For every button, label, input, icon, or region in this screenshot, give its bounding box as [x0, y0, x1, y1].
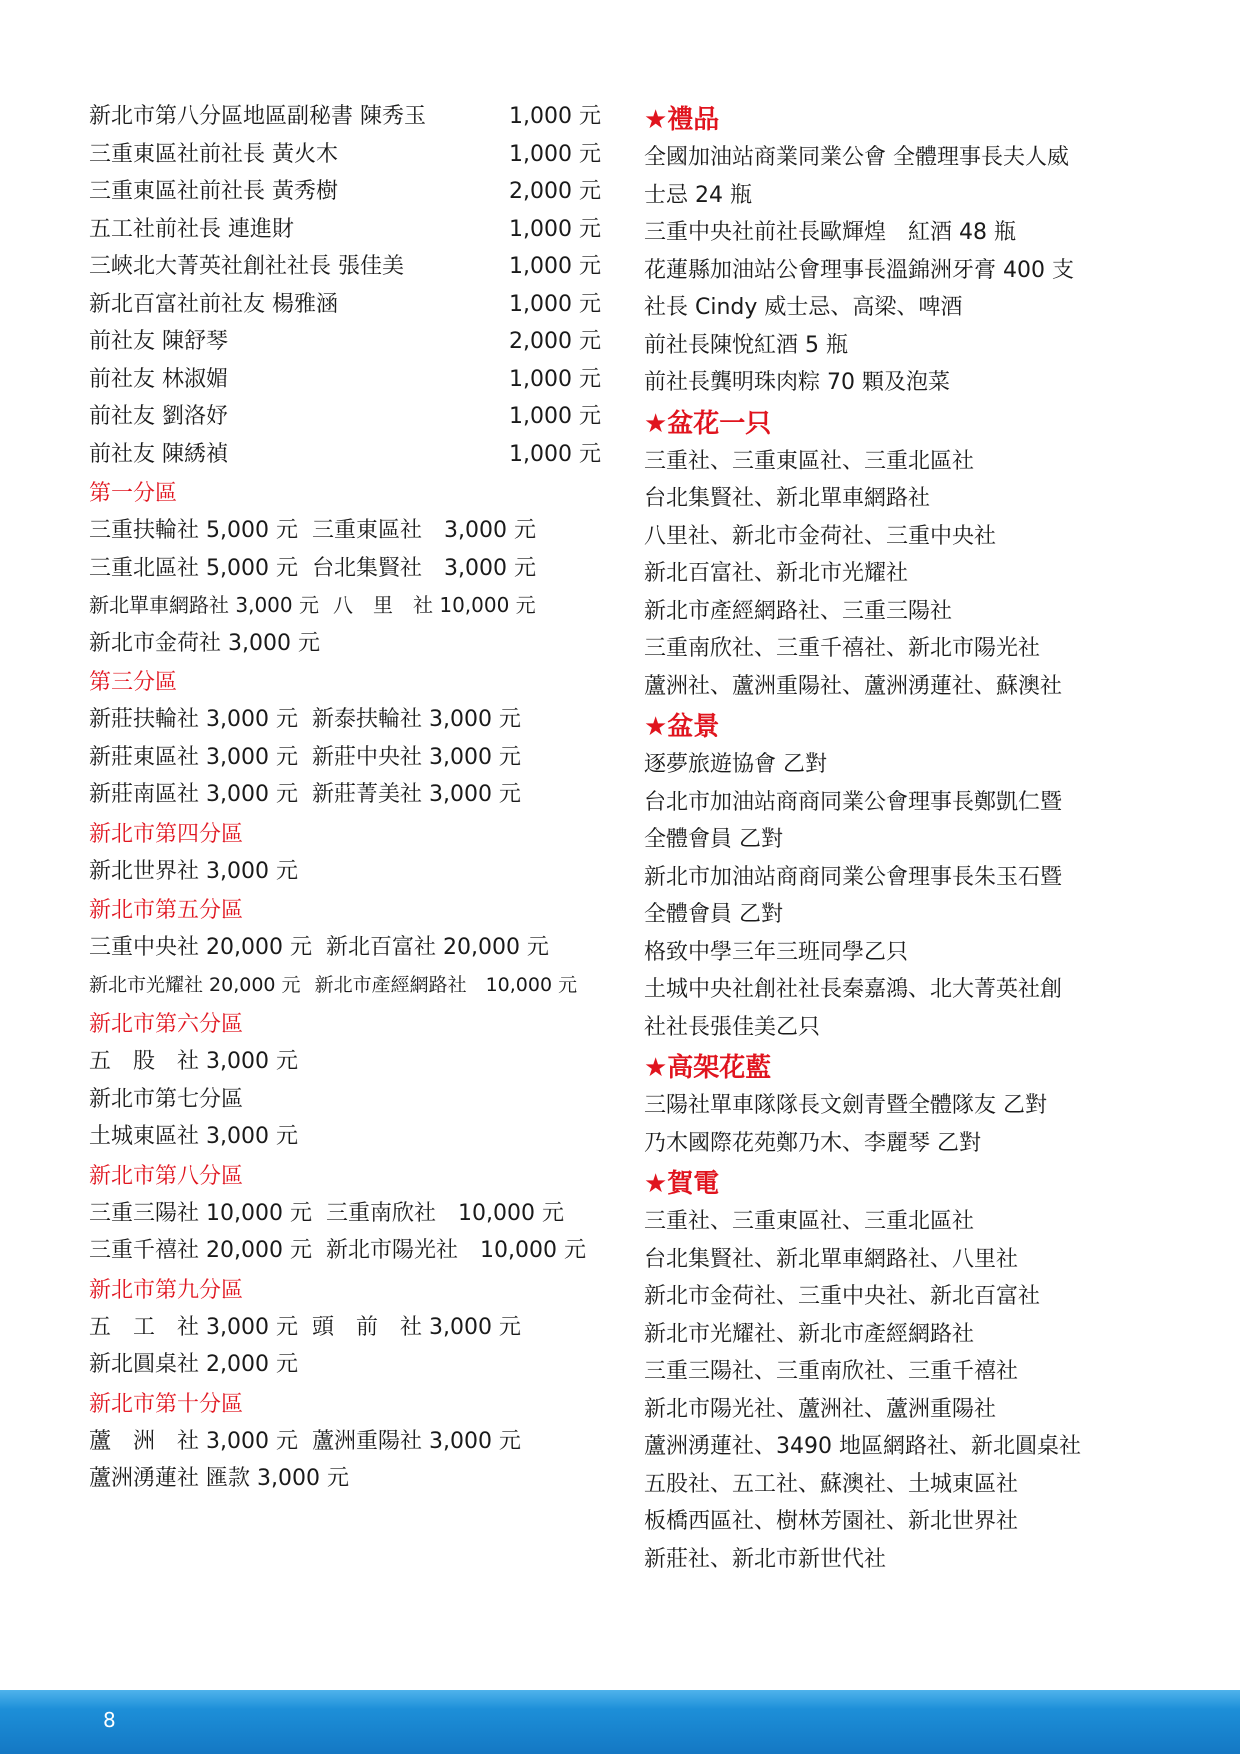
section-title-telegrams: ★賀電: [644, 1169, 720, 1199]
telegram-line: 新北市陽光社、蘆洲社、蘆洲重陽社: [644, 1396, 997, 1422]
donor-name: 前社友 劉洛妤: [89, 404, 228, 429]
club-donation-line: 三重北區社 5,000 元 台北集賢社 3,000 元: [89, 555, 536, 581]
section-title-district-5: 新北市第五分區: [89, 898, 244, 923]
telegram-line: 蘆洲湧蓮社、3490 地區網路社、新北圓桌社: [644, 1434, 1081, 1459]
gift-line: 社長 Cindy 威士忌、高梁、啤酒: [644, 295, 963, 320]
telegram-line: 台北集賢社、新北單車網路社、八里社: [644, 1246, 1019, 1272]
left-column: [89, 98, 601, 1498]
telegram-line: 三重三陽社、三重南欣社、三重千禧社: [644, 1359, 1019, 1384]
telegram-line: 板橋西區社、樹林芳園社、新北世界社: [644, 1509, 1019, 1534]
section-title-district-7: 新北市第七分區: [89, 1086, 244, 1112]
potted-flower-line: 蘆洲社、蘆洲重陽社、蘆洲湧蓮社、蘇澳社: [644, 673, 1063, 699]
donor-row: [89, 173, 601, 211]
gift-line: 花蓮縣加油站公會理事長溫錦洲牙膏 400 支: [644, 257, 1074, 283]
club-donation-line: 新莊南區社 3,000 元 新莊菁美社 3,000 元: [89, 782, 521, 807]
donor-name: 三重東區社前社長 黃火木: [89, 141, 338, 167]
club-donation-line: 新北市光耀社 20,000 元 新北市產經網路社 10,000 元: [89, 973, 578, 996]
bonsai-line: 全體會員 乙對: [644, 902, 783, 927]
section-title-gifts: ★禮品: [644, 105, 720, 135]
section-title-district-1: 第一分區: [89, 481, 178, 506]
donor-amount: 1,000 元: [509, 216, 601, 242]
donor-row: [89, 98, 601, 136]
club-donation-line: 新北單車網路社 3,000 元 八 里 社 10,000 元: [89, 593, 536, 617]
donor-row: [89, 211, 601, 249]
donor-row: [89, 436, 601, 474]
club-donation-line: 新莊扶輪社 3,000 元 新泰扶輪社 3,000 元: [89, 707, 521, 732]
donor-name: 新北市第八分區地區副秘書 陳秀玉: [89, 104, 426, 129]
club-donation-line: 土城東區社 3,000 元: [89, 1124, 298, 1149]
bonsai-line: 新北市加油站商商同業公會理事長朱玉石暨: [644, 864, 1063, 890]
bonsai-line: 逐夢旅遊協會 乙對: [644, 752, 827, 777]
section-title-district-10: 新北市第十分區: [89, 1391, 244, 1417]
flower-basket-line: 乃木國際花苑鄭乃木、李麗琴 乙對: [644, 1130, 981, 1156]
individual-donors: [89, 98, 601, 473]
club-donation-line: 三重千禧社 20,000 元 新北市陽光社 10,000 元: [89, 1238, 586, 1263]
potted-flower-line: 三重南欣社、三重千禧社、新北市陽光社: [644, 636, 1041, 661]
telegram-line: 新北市光耀社、新北市產經網路社: [644, 1321, 975, 1347]
donor-row: [89, 323, 601, 361]
bonsai-line: 全體會員 乙對: [644, 827, 783, 852]
section-title-district-4: 新北市第四分區: [89, 821, 244, 847]
gift-line: 士忌 24 瓶: [644, 182, 752, 208]
donor-name: 新北百富社前社友 楊雅涵: [89, 291, 338, 317]
donor-name: 前社友 陳綉禎: [89, 441, 228, 467]
donor-row: [89, 361, 601, 399]
club-donation-line: 蘆洲湧蓮社 匯款 3,000 元: [89, 1466, 349, 1491]
club-donation-line: 新北世界社 3,000 元: [89, 858, 298, 884]
potted-flower-line: 新北百富社、新北市光耀社: [644, 561, 909, 586]
gift-line: 三重中央社前社長歐輝煌 紅酒 48 瓶: [644, 220, 1016, 245]
telegram-line: 三重社、三重東區社、三重北區社: [644, 1209, 975, 1234]
section-title-potted-flowers: ★盆花一只: [644, 408, 772, 439]
club-donation-line: 五 工 社 3,000 元 頭 前 社 3,000 元: [89, 1314, 521, 1340]
donor-row: [89, 136, 601, 174]
donor-amount: 2,000 元: [509, 179, 601, 204]
club-donation-line: 三重扶輪社 5,000 元 三重東區社 3,000 元: [89, 518, 536, 543]
potted-flower-line: 八里社、新北市金荷社、三重中央社: [644, 523, 997, 549]
section-title-bonsai: ★盆景: [644, 712, 720, 742]
bonsai-line: 土城中央社創社社長秦嘉鴻、北大菁英社創: [644, 977, 1063, 1002]
donor-row: [89, 286, 601, 324]
donor-name: 三重東區社前社長 黃秀樹: [89, 179, 338, 204]
donor-amount: 1,000 元: [509, 104, 601, 129]
potted-flower-line: 台北集賢社、新北單車網路社: [644, 486, 931, 511]
club-donation-line: 新北圓桌社 2,000 元: [89, 1352, 298, 1377]
donor-name: 前社友 陳舒琴: [89, 329, 228, 354]
donor-name: 五工社前社長 連進財: [89, 216, 294, 242]
footer-bar: [0, 1690, 1240, 1754]
page-number: 8: [103, 1708, 116, 1732]
section-title-district-9: 新北市第九分區: [89, 1277, 244, 1303]
donor-amount: 1,000 元: [509, 141, 601, 167]
donor-name: 三峽北大菁英社創社社長 張佳美: [89, 254, 404, 279]
donor-amount: 1,000 元: [509, 254, 601, 279]
gift-line: 全國加油站商業同業公會 全體理事長夫人威: [644, 145, 1069, 170]
telegram-line: 新北市金荷社、三重中央社、新北百富社: [644, 1284, 1041, 1309]
club-donation-line: 新北市金荷社 3,000 元: [89, 630, 320, 656]
donor-amount: 1,000 元: [509, 291, 601, 317]
club-donation-line: 新莊東區社 3,000 元 新莊中央社 3,000 元: [89, 744, 521, 770]
gift-line: 前社長龔明珠肉粽 70 顆及泡菜: [644, 370, 950, 395]
gift-line: 前社長陳悅紅酒 5 瓶: [644, 332, 848, 358]
flower-basket-line: 三陽社單車隊隊長文劍青暨全體隊友 乙對: [644, 1093, 1047, 1118]
bonsai-line: 社社長張佳美乙只: [644, 1014, 821, 1040]
club-donation-line: 三重三陽社 10,000 元 三重南欣社 10,000 元: [89, 1200, 564, 1226]
section-title-district-6: 新北市第六分區: [89, 1012, 244, 1037]
club-donation-line: 三重中央社 20,000 元 新北百富社 20,000 元: [89, 935, 549, 960]
donor-row: [89, 398, 601, 436]
telegram-line: 五股社、五工社、蘇澳社、土城東區社: [644, 1471, 1019, 1497]
donor-amount: 1,000 元: [509, 404, 601, 429]
section-title-district-3: 第三分區: [89, 670, 178, 695]
right-column: [644, 98, 1164, 1578]
donor-name: 前社友 林淑媚: [89, 366, 228, 392]
donor-amount: 1,000 元: [509, 441, 601, 467]
section-title-flower-baskets: ★高架花藍: [644, 1053, 772, 1083]
bonsai-line: 台北市加油站商商同業公會理事長鄭凱仁暨: [644, 789, 1063, 815]
donor-amount: 1,000 元: [509, 366, 601, 392]
potted-flower-line: 三重社、三重東區社、三重北區社: [644, 448, 975, 474]
potted-flower-line: 新北市產經網路社、三重三陽社: [644, 598, 953, 624]
club-donation-line: 五 股 社 3,000 元: [89, 1049, 298, 1074]
telegram-line: 新莊社、新北市新世代社: [644, 1546, 887, 1572]
bonsai-line: 格致中學三年三班同學乙只: [644, 939, 909, 965]
section-title-district-8: 新北市第八分區: [89, 1163, 244, 1189]
club-donation-line: 蘆 洲 社 3,000 元 蘆洲重陽社 3,000 元: [89, 1428, 521, 1454]
donor-amount: 2,000 元: [509, 329, 601, 354]
donor-row: [89, 248, 601, 286]
